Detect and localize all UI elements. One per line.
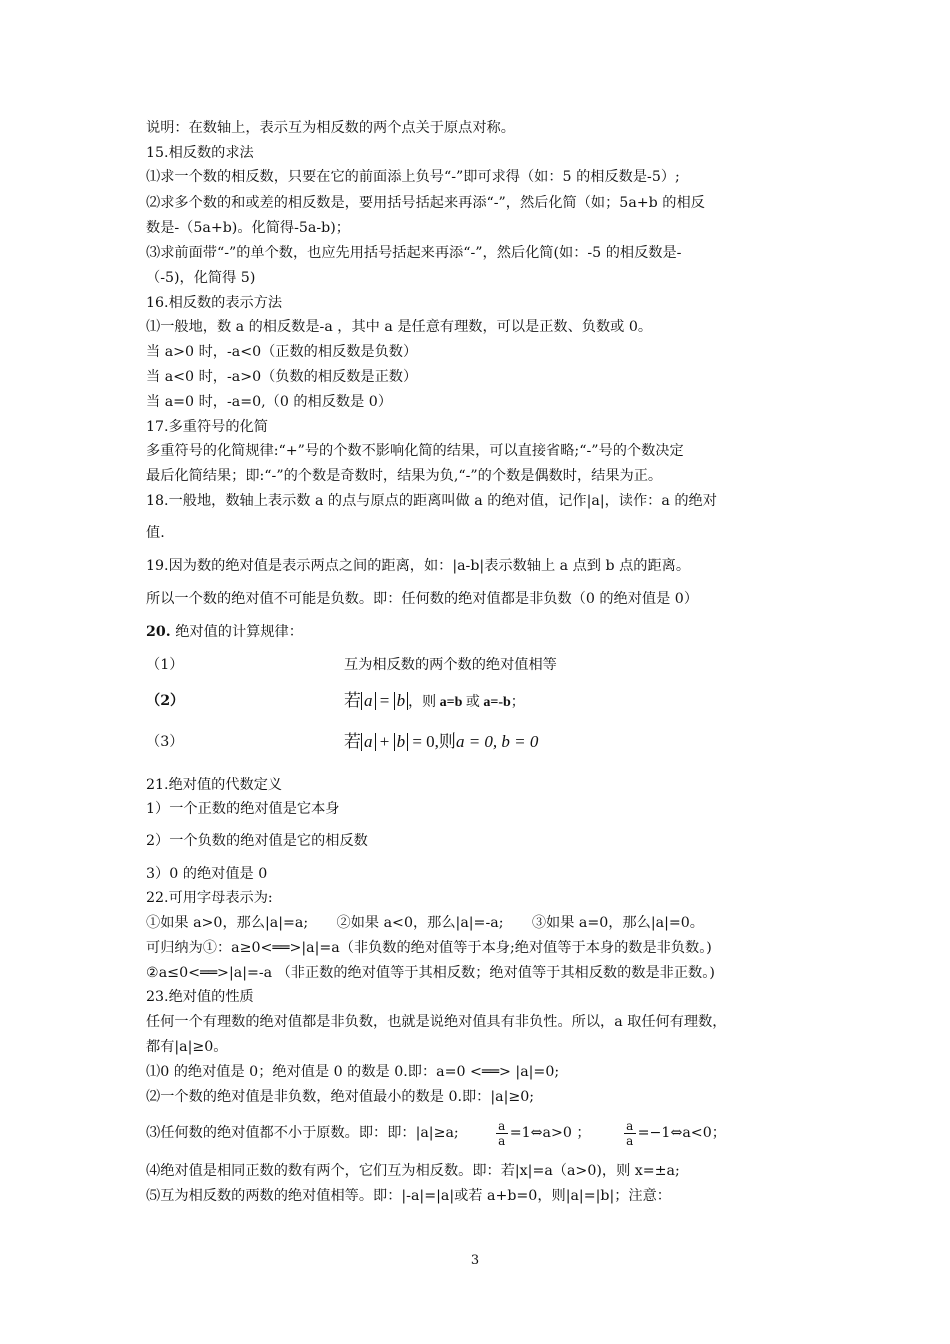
text-line: ⑷绝对值是相同正数的数有两个，它们互为相反数。即：若|x|=a（a>0)，则 x=±a;	[146, 1163, 680, 1179]
text-line: 当 a<0 时，-a>0（负数的相反数是正数）	[146, 369, 418, 385]
text-line: 可归纳为①：a≥0<══>|a|=a（非负数的绝对值等于本身;绝对值等于本身的数是非负数。)	[146, 940, 712, 956]
text-line: 说明：在数轴上，表示互为相反数的两个点关于原点对称。	[146, 120, 515, 136]
text-line: ⑵求多个数的和或差的相反数是，要用括号括起来再添“-”，然后化简（如；5a+b 的相反	[146, 195, 705, 211]
section-heading: 17.多重符号的化简	[146, 419, 268, 435]
text-line: 都有|a|≥0。	[146, 1039, 228, 1055]
rule-label: （3）	[146, 734, 184, 750]
rule-label: （2）	[146, 693, 185, 709]
text-line: 1）一个正数的绝对值是它本身	[146, 801, 340, 817]
text-line: 3）0 的绝对值是 0	[146, 866, 268, 882]
section-heading: 23.绝对值的性质	[146, 989, 254, 1005]
page-number: 3	[470, 1253, 480, 1268]
section-heading: 22.可用字母表示为:	[146, 890, 273, 906]
property-3: ⑶任何数的绝对值都不小于原数。即：即：|a|≥a; $\frac{a}{a}$ =1⇔a>0 ； $\frac{a}{a}$ =−1⇔a<0；	[146, 1118, 726, 1148]
text-line: 最后化简结果；即:“-”的个数是奇数时，结果为负,“-”的个数是偶数时，结果为正。	[146, 468, 663, 484]
text-line: ⑶求前面带“-”的单个数，也应先用括号括起来再添“-”，然后化简(如：-5 的相反数是-	[146, 245, 682, 261]
text-line: 任何一个有理数的绝对值都是非负数，也就是说绝对值具有非负性。所以，a 取任何有理数，	[146, 1014, 727, 1030]
text-line: 当 a>0 时，-a<0（正数的相反数是负数）	[146, 344, 418, 360]
text-line: ⑵一个数的绝对值是非负数，绝对值最小的数是 0.即：|a|≥0;	[146, 1089, 535, 1105]
text-line: 当 a=0 时，-a=0,（0 的相反数是 0）	[146, 394, 393, 410]
text-line: ②a≤0<══>|a|=-a （非正数的绝对值等于其相反数；绝对值等于其相反数的数是非正数。)	[146, 965, 715, 981]
section-title: 绝对值的计算规律：	[175, 624, 303, 640]
rule-label: （1）	[146, 657, 184, 673]
text-line: 多重符号的化简规律:“+”号的个数不影响化简的结果，可以直接省略;“-”号的个数决定	[146, 443, 684, 459]
section-heading: 21.绝对值的代数定义	[146, 777, 283, 793]
section-heading: 15.相反数的求法	[146, 145, 254, 161]
text-line: 18.一般地，数轴上表示数 a 的点与原点的距离叫做 a 的绝对值，记作|a|，读作：a 的绝对	[146, 493, 717, 509]
text-line: ①如果 a>0，那么|a|=a; ②如果 a<0，那么|a|=-a; ③如果 a=0，那么|a|=0。	[146, 915, 704, 931]
section-heading: 16.相反数的表示方法	[146, 295, 283, 311]
text-line: 所以一个数的绝对值不可能是负数。即：任何数的绝对值都是非负数（0 的绝对值是 0）	[146, 591, 699, 607]
rule-2	[146, 688, 806, 714]
text-line: 值.	[146, 525, 165, 541]
section-20-heading	[146, 621, 806, 643]
rule-3-formula: 若 a + b = 0,则a = 0, b = 0	[344, 732, 539, 751]
rule-text: 互为相反数的两个数的绝对值相等	[344, 657, 557, 673]
rule-3	[146, 729, 806, 755]
text-line: 19.因为数的绝对值是表示两点之间的距离，如：|a-b|表示数轴上 a 点到 b 点的距离。	[146, 558, 691, 574]
text-line: 2）一个负数的绝对值是它的相反数	[146, 833, 368, 849]
text-line: ⑸互为相反数的两数的绝对值相等。即：|-a|=|a|或若 a+b=0，则|a|=|b|；注意：	[146, 1188, 671, 1204]
text-line: ⑴一般地，数 a 的相反数是-a ，其中 a 是任意有理数，可以是正数、负数或 0。	[146, 319, 653, 335]
fraction: $\frac{a}{a}$	[496, 1119, 508, 1148]
text-line: 数是-（5a+b)。化简得-5a-b)；	[146, 220, 350, 236]
text-line: （-5)，化简得 5)	[146, 270, 256, 286]
rule-2-formula: 若 a = b ，则 a=b 或 a=-b；	[344, 691, 525, 710]
text-line: ⑴求一个数的相反数，只要在它的前面添上负号“-”即可求得（如：5 的相反数是-5）;	[146, 169, 680, 185]
text-line: ⑴0 的绝对值是 0；绝对值是 0 的数是 0.即：a=0 <══> |a|=0;	[146, 1064, 560, 1080]
rule-1	[146, 654, 806, 676]
fraction: $\frac{a}{a}$	[624, 1119, 636, 1148]
section-number: 20.	[146, 624, 171, 640]
